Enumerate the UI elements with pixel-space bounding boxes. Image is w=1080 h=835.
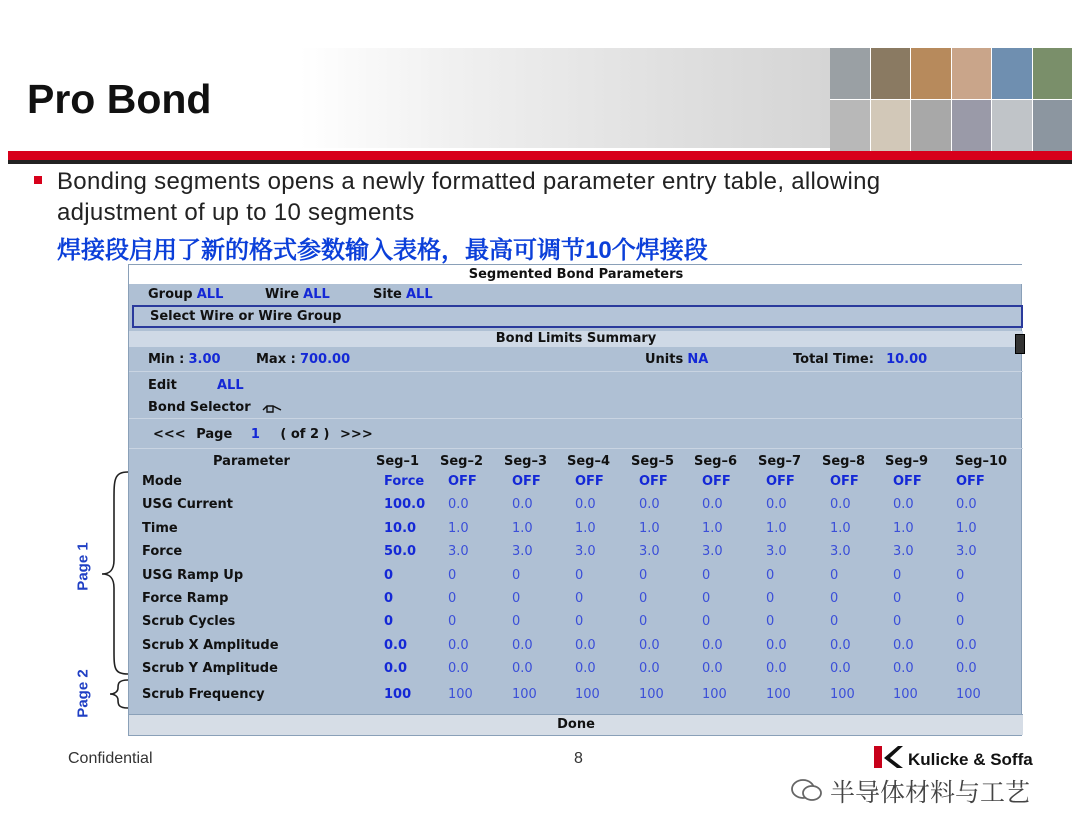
max-label: Max : — [256, 352, 296, 367]
segment-value-cell[interactable]: OFF — [639, 474, 668, 489]
table-row — [129, 591, 1023, 613]
segment-value-cell[interactable]: 0.0 — [766, 638, 787, 653]
segment-value-cell[interactable]: 100.0 — [384, 497, 426, 512]
divider — [129, 371, 1023, 372]
segment-value-cell[interactable]: 0.0 — [893, 638, 914, 653]
page1-annotation: Page 1 — [74, 542, 92, 591]
kns-logo-icon — [872, 744, 904, 770]
segment-value-cell[interactable]: 1.0 — [575, 521, 596, 536]
segment-value-cell[interactable]: 0.0 — [639, 638, 660, 653]
bond-selector-label: Bond Selector — [148, 400, 251, 415]
segment-value-cell[interactable]: OFF — [766, 474, 795, 489]
photo-tile — [911, 100, 951, 151]
page-braces — [100, 470, 130, 730]
segment-value-cell[interactable]: 100 — [575, 687, 600, 702]
page-total: ( of 2 ) — [280, 427, 330, 442]
column-header-seg: Seg–6 — [694, 454, 738, 469]
segment-value-cell[interactable]: OFF — [830, 474, 859, 489]
segment-value-cell[interactable]: 0.0 — [512, 661, 533, 676]
segment-value-cell[interactable]: 100 — [766, 687, 791, 702]
segment-value-cell[interactable]: 0 — [512, 568, 521, 583]
segment-value-cell[interactable]: 0 — [893, 568, 902, 583]
segment-value-cell[interactable]: 3.0 — [830, 544, 851, 559]
segment-value-cell[interactable]: 0 — [448, 614, 457, 629]
page2-brace — [110, 680, 128, 708]
photo-tile — [911, 48, 951, 99]
slide-title: Pro Bond — [27, 76, 212, 122]
segment-value-cell[interactable]: 100 — [893, 687, 918, 702]
photo-tile — [830, 100, 870, 151]
photo-tile — [1033, 100, 1073, 151]
segment-value-cell[interactable]: 0 — [384, 614, 394, 629]
segment-value-cell[interactable]: 0 — [956, 591, 965, 606]
segment-value-cell[interactable]: OFF — [575, 474, 604, 489]
select-wire-prompt[interactable]: Select Wire or Wire Group — [132, 305, 1023, 328]
table-row — [129, 474, 1023, 496]
segment-value-cell[interactable]: 0.0 — [893, 497, 914, 512]
min-limit — [148, 352, 221, 367]
column-header-seg: Seg–10 — [955, 454, 1008, 469]
edit-label: Edit — [148, 378, 177, 393]
segment-value-cell[interactable]: 0 — [766, 591, 775, 606]
edit-value: ALL — [217, 378, 244, 393]
segment-value-cell[interactable]: 3.0 — [702, 544, 723, 559]
segment-value-cell[interactable]: 0 — [893, 591, 902, 606]
column-header-parameter: Parameter — [213, 454, 290, 469]
column-header-seg: Seg–8 — [822, 454, 866, 469]
segment-value-cell[interactable]: 0 — [766, 568, 775, 583]
segment-value-cell[interactable]: 0.0 — [639, 661, 660, 676]
min-label: Min : — [148, 352, 185, 367]
segment-value-cell[interactable]: 100 — [512, 687, 537, 702]
segment-value-cell[interactable]: 100 — [830, 687, 855, 702]
divider — [129, 448, 1023, 449]
segment-value-cell[interactable]: 1.0 — [766, 521, 787, 536]
prev-page-button[interactable]: <<< — [153, 427, 186, 442]
divider — [129, 418, 1023, 419]
panel-title: Segmented Bond Parameters — [129, 265, 1023, 284]
segment-value-cell[interactable]: 0 — [639, 591, 648, 606]
segment-value-cell[interactable]: 0 — [702, 591, 711, 606]
column-header-seg: Seg–3 — [504, 454, 548, 469]
group-label: Group — [148, 287, 193, 302]
segment-value-cell[interactable]: 1.0 — [893, 521, 914, 536]
segment-value-cell[interactable]: 1.0 — [448, 521, 469, 536]
table-header — [129, 454, 1023, 472]
bond-selector[interactable] — [148, 400, 283, 415]
segment-value-cell[interactable]: 3.0 — [512, 544, 533, 559]
segment-value-cell[interactable]: 3.0 — [639, 544, 660, 559]
max-limit — [256, 352, 350, 367]
segment-value-cell[interactable]: OFF — [893, 474, 922, 489]
wire-value: ALL — [303, 287, 330, 302]
photo-tile — [830, 48, 870, 99]
column-header-seg: Seg–1 — [376, 454, 420, 469]
segment-value-cell[interactable]: OFF — [956, 474, 985, 489]
segment-value-cell[interactable]: 0 — [512, 614, 521, 629]
bullet-text-chinese: 焊接段启用了新的格式参数输入表格，最高可调节10个焊接段 — [57, 237, 708, 264]
bullet-text-line1: Bonding segments opens a newly formatted parameter entry table, allowing — [57, 168, 881, 195]
segment-value-cell[interactable]: Force — [384, 474, 425, 489]
edit-control[interactable] — [148, 378, 244, 393]
site-label: Site — [373, 287, 402, 302]
parameter-name: Scrub Y Amplitude — [142, 661, 278, 676]
segment-value-cell[interactable]: 0 — [512, 591, 521, 606]
segment-value-cell[interactable]: 0.0 — [702, 661, 723, 676]
segment-value-cell[interactable]: 1.0 — [639, 521, 660, 536]
photo-tile — [952, 100, 992, 151]
segment-value-cell[interactable]: 0.0 — [639, 497, 660, 512]
segment-value-cell[interactable]: 0.0 — [956, 497, 977, 512]
site-value: ALL — [406, 287, 433, 302]
segment-value-cell[interactable]: 0.0 — [448, 638, 469, 653]
slide-header — [0, 0, 1080, 165]
next-page-button[interactable]: >>> — [340, 427, 373, 442]
page2-annotation: Page 2 — [74, 669, 92, 718]
segment-value-cell[interactable]: 0.0 — [830, 638, 851, 653]
parameter-name: USG Ramp Up — [142, 568, 244, 583]
photo-tile — [952, 48, 992, 99]
parameter-name: Time — [142, 521, 178, 536]
site-filter[interactable] — [373, 287, 433, 302]
segment-value-cell[interactable]: OFF — [702, 474, 731, 489]
segment-value-cell[interactable]: 3.0 — [766, 544, 787, 559]
segment-value-cell[interactable]: 0 — [575, 614, 584, 629]
header-red-rule — [8, 151, 1072, 160]
segment-value-cell[interactable]: 0.0 — [830, 497, 851, 512]
wire-label: Wire — [265, 287, 300, 302]
table-row — [129, 687, 1023, 709]
segment-value-cell[interactable]: 0 — [830, 591, 839, 606]
segment-value-cell[interactable]: 100 — [448, 687, 473, 702]
segment-value-cell[interactable]: 0 — [448, 591, 457, 606]
hand-pointer-icon[interactable] — [261, 402, 283, 414]
table-row — [129, 521, 1023, 543]
segment-value-cell[interactable]: 3.0 — [448, 544, 469, 559]
segment-value-cell[interactable]: 0 — [639, 614, 648, 629]
column-header-seg: Seg–5 — [631, 454, 675, 469]
group-filter[interactable] — [148, 287, 223, 302]
page-number[interactable]: 1 — [250, 427, 260, 442]
photo-tile — [871, 100, 911, 151]
units-value: NA — [687, 352, 709, 367]
group-value: ALL — [196, 287, 224, 302]
segment-value-cell[interactable]: 0.0 — [575, 497, 596, 512]
done-button[interactable]: Done — [129, 714, 1023, 735]
segment-value-cell[interactable]: 100 — [384, 687, 412, 702]
segment-value-cell[interactable]: 1.0 — [956, 521, 977, 536]
column-header-seg: Seg–2 — [440, 454, 484, 469]
segment-value-cell[interactable]: 50.0 — [384, 544, 417, 559]
table-row — [129, 497, 1023, 519]
segment-value-cell[interactable]: 0.0 — [384, 638, 408, 653]
photo-tile — [1033, 48, 1073, 99]
segment-value-cell[interactable]: 0.0 — [830, 661, 851, 676]
header-dark-rule — [8, 160, 1072, 164]
segment-value-cell[interactable]: 0 — [956, 614, 965, 629]
photo-tile — [992, 48, 1032, 99]
column-header-seg: Seg–4 — [567, 454, 611, 469]
wire-filter[interactable] — [265, 287, 330, 302]
segment-value-cell[interactable]: 100 — [702, 687, 727, 702]
segment-value-cell[interactable]: 0 — [702, 568, 711, 583]
units-label: Units — [645, 352, 684, 367]
min-value: 3.00 — [188, 352, 221, 367]
segment-value-cell[interactable]: 3.0 — [956, 544, 977, 559]
segment-value-cell[interactable]: 1.0 — [512, 521, 533, 536]
segment-value-cell[interactable]: 3.0 — [893, 544, 914, 559]
segment-value-cell[interactable]: 0.0 — [512, 497, 533, 512]
segment-value-cell[interactable]: 0.0 — [448, 661, 469, 676]
segment-value-cell[interactable]: 0 — [448, 568, 457, 583]
max-value: 700.00 — [299, 352, 351, 367]
segment-value-cell[interactable]: 1.0 — [830, 521, 851, 536]
segment-value-cell[interactable]: 10.0 — [384, 521, 417, 536]
segment-value-cell[interactable]: 0 — [384, 591, 394, 606]
segment-value-cell[interactable]: 0.0 — [575, 638, 596, 653]
header-background-collage — [300, 48, 830, 148]
segment-value-cell[interactable]: 0 — [956, 568, 965, 583]
segment-value-cell[interactable]: 0.0 — [384, 661, 408, 676]
page-number-footer: 8 — [574, 750, 583, 767]
page1-brace — [102, 472, 128, 674]
segment-value-cell[interactable]: 0 — [830, 614, 839, 629]
total-time-value: 10.00 — [886, 352, 928, 367]
segment-value-cell[interactable]: 0.0 — [893, 661, 914, 676]
segmented-bond-panel — [128, 264, 1022, 736]
segment-value-cell[interactable]: 1.0 — [702, 521, 723, 536]
company-name: Kulicke & Soffa — [908, 750, 1033, 769]
product-photo-strip — [830, 48, 1072, 151]
segment-value-cell[interactable]: OFF — [512, 474, 541, 489]
segment-value-cell[interactable]: 0 — [575, 591, 584, 606]
bullet-text-line2: adjustment of up to 10 segments — [57, 199, 415, 226]
segment-value-cell[interactable]: 0.0 — [702, 497, 723, 512]
column-header-seg: Seg–9 — [885, 454, 929, 469]
segment-value-cell[interactable]: 0 — [575, 568, 584, 583]
total-time-display — [793, 352, 927, 367]
parameter-name: Scrub X Amplitude — [142, 638, 279, 653]
segment-value-cell[interactable]: 0.0 — [512, 638, 533, 653]
segment-value-cell[interactable]: 0.0 — [766, 661, 787, 676]
segment-value-cell[interactable]: 0.0 — [448, 497, 469, 512]
page-navigator — [153, 427, 373, 442]
segment-value-cell[interactable]: 0 — [893, 614, 902, 629]
watermark-text: 半导体材料与工艺 — [830, 779, 1031, 807]
segment-value-cell[interactable]: 0.0 — [702, 638, 723, 653]
segment-value-cell[interactable]: 0 — [639, 568, 648, 583]
table-row — [129, 544, 1023, 566]
photo-tile — [992, 100, 1032, 151]
segment-value-cell[interactable]: 0.0 — [956, 661, 977, 676]
segment-value-cell[interactable]: 3.0 — [575, 544, 596, 559]
wechat-icon — [790, 778, 824, 802]
photo-tile — [871, 48, 911, 99]
table-row — [129, 638, 1023, 660]
parameter-name: Scrub Frequency — [142, 687, 265, 702]
parameter-name: Mode — [142, 474, 182, 489]
scroll-handle[interactable] — [1015, 334, 1025, 354]
segment-value-cell[interactable]: OFF — [448, 474, 477, 489]
column-header-seg: Seg–7 — [758, 454, 802, 469]
parameter-name: Force Ramp — [142, 591, 229, 606]
bullet-marker — [34, 176, 42, 184]
parameter-name: Force — [142, 544, 183, 559]
segment-value-cell[interactable]: 0.0 — [956, 638, 977, 653]
segment-value-cell[interactable]: 0 — [384, 568, 394, 583]
table-row — [129, 568, 1023, 590]
total-time-label: Total Time: — [793, 352, 874, 367]
confidential-label: Confidential — [68, 750, 153, 767]
segment-value-cell[interactable]: 0.0 — [575, 661, 596, 676]
segment-value-cell[interactable]: 0 — [766, 614, 775, 629]
parameter-name: Scrub Cycles — [142, 614, 236, 629]
segment-value-cell[interactable]: 0.0 — [766, 497, 787, 512]
parameter-name: USG Current — [142, 497, 234, 512]
segment-value-cell[interactable]: 0 — [830, 568, 839, 583]
segment-value-cell[interactable]: 0 — [702, 614, 711, 629]
segment-value-cell[interactable]: 100 — [956, 687, 981, 702]
table-row — [129, 661, 1023, 683]
segment-value-cell[interactable]: 100 — [639, 687, 664, 702]
table-row — [129, 614, 1023, 636]
page-label: Page — [196, 427, 233, 442]
units-display — [645, 352, 708, 367]
bond-limits-summary-header: Bond Limits Summary — [129, 331, 1023, 347]
